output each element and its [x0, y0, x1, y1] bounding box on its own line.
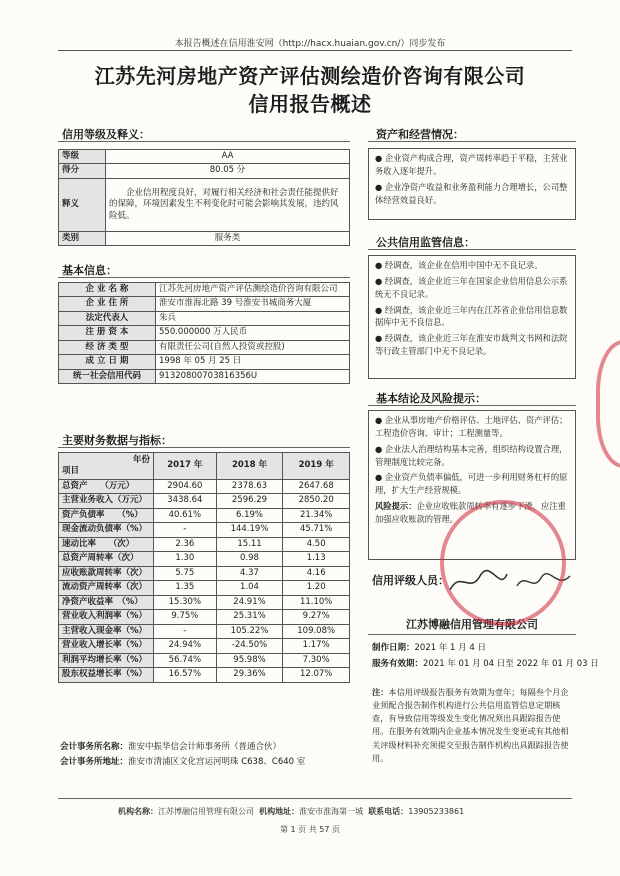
supervision-item: ● 经调查，该企业近三年内在江苏省企业信用信息数据库中无不良信息。 [375, 304, 568, 328]
table-row [59, 523, 350, 537]
year-header: 2019 年 [283, 453, 350, 480]
corner-item-label: 项目 [62, 466, 80, 476]
row-value: 2.36 [154, 537, 217, 551]
row-value: 4.50 [283, 537, 350, 551]
divider [58, 447, 350, 448]
row-value: 7.30% [283, 653, 350, 667]
table-row [59, 231, 350, 245]
founded-label: 成 立 日 期 [59, 355, 156, 369]
supervision-item: ● 经调查，该企业近三年在淮安市裁判文书网和法院等行政主管部门中无不良记录。 [375, 333, 568, 357]
basic-info-section-title: 基本信息： [62, 264, 117, 277]
audit-firm-line [60, 740, 281, 752]
edge-seal-icon [596, 340, 620, 468]
row-label: 利润平均增长率（%） [59, 653, 154, 667]
valid-range-label: 服务有效期： [372, 659, 424, 669]
row-value: 11.10% [283, 595, 350, 609]
row-label: 速动比率 （次） [59, 537, 154, 551]
score-label: 得分 [59, 164, 106, 178]
row-value: 144.19% [216, 523, 283, 537]
row-value: 15.30% [154, 595, 217, 609]
audit-firm-label: 会计事务所名称： [60, 742, 129, 752]
footer-addr-label: 机构地址： [259, 807, 300, 816]
row-value: - [154, 624, 217, 638]
rating-label: 等级 [59, 150, 106, 164]
row-label: 净资产收益率 （%） [59, 595, 154, 609]
table-row [59, 537, 350, 551]
divider [368, 405, 576, 406]
assets-box [368, 148, 576, 220]
table-row [59, 311, 350, 325]
table-row [59, 326, 350, 340]
supervision-section-title: 公共信用监管信息： [376, 236, 475, 249]
official-seal-icon [440, 500, 566, 626]
table-row [59, 355, 350, 369]
notice-label: 注： [372, 687, 389, 697]
audit-addr-label: 会计事务所地址： [60, 757, 129, 767]
report-title-line1: 江苏先河房地产资产评估测绘造价咨询有限公司 [94, 64, 526, 88]
row-label: 资产负债率 （%） [59, 508, 154, 522]
table-row [59, 283, 350, 297]
row-value: 2647.68 [283, 480, 350, 494]
year-header: 2018 年 [216, 453, 283, 480]
conclusion-item: ● 企业资产负债率偏低，可进一步利用财务杠杆的原理，扩大生产经营规模。 [375, 472, 568, 496]
corner-year-label: 年份 [132, 454, 150, 465]
row-value: 45.71% [283, 523, 350, 537]
rating-staff-label: 信用评级人员： [372, 574, 449, 587]
basic-info-table [58, 282, 350, 384]
table-row [59, 297, 350, 311]
econ-type-label: 经 济 类 型 [59, 340, 156, 354]
row-value: 5.75 [154, 566, 217, 580]
row-value: 1.30 [154, 552, 217, 566]
row-value: 2378.63 [216, 480, 283, 494]
row-value: 9.75% [154, 610, 217, 624]
rating-value: AA [106, 150, 350, 164]
assets-section-title: 资产和经营情况： [376, 128, 464, 141]
row-value: 1.17% [283, 639, 350, 653]
publish-note: 本报告概述在信用淮安网（http://hacx.huaian.gov.cn/）同步发布 [174, 39, 446, 49]
row-value: 0.98 [216, 552, 283, 566]
divider [58, 277, 350, 278]
row-value: 56.74% [154, 653, 217, 667]
row-label: 主营业务收入（万元） [59, 494, 154, 508]
row-value: 21.34% [283, 508, 350, 522]
footer-phone-label: 联系电话： [368, 807, 409, 816]
divider [368, 141, 576, 142]
conclusion-item: ● 企业法人治理结构基本完善，组织结构设置合理，管理制度比较完备。 [375, 443, 568, 467]
table-row [59, 369, 350, 383]
row-value: 40.61% [154, 508, 217, 522]
risk-label: 风险提示： [375, 501, 417, 512]
row-value: 9.27% [283, 610, 350, 624]
rating-org-name: 江苏博融信用管理有限公司 [406, 618, 538, 631]
conclusion-section-title: 基本结论及风险提示： [376, 392, 486, 405]
header-divider [58, 50, 572, 51]
conclusion-item: ● 企业从事房地产价格评估、土地评估、资产评估；工程造价咨询、审计；工程测量等。 [375, 415, 568, 438]
supervision-item: ● 经调查，该企业近三年在国家企业信用信息公示系统无不良记录。 [375, 275, 568, 299]
assets-item: ● 企业资产构成合理，资产周转率趋于平稳，主营业务收入逐年提升。 [375, 153, 568, 176]
row-value: 25.31% [216, 610, 283, 624]
row-label: 主营收入现金率（%） [59, 624, 154, 638]
table-row [59, 668, 350, 682]
legal-rep-label: 法定代表人 [59, 311, 156, 325]
row-value: 24.91% [216, 595, 283, 609]
row-value: 29.36% [216, 668, 283, 682]
table-row [59, 164, 350, 178]
page-number: 第 1 页 共 57 页 [280, 825, 340, 834]
footer-phone: 13905233861 [408, 807, 465, 816]
address-label: 企 业 住 所 [59, 297, 156, 311]
table-header-row [59, 453, 350, 480]
row-value: 1.13 [283, 552, 350, 566]
supervision-box [368, 255, 576, 379]
table-row [59, 624, 350, 638]
row-value: 2596.29 [216, 494, 283, 508]
meaning-label: 释义 [59, 178, 106, 231]
row-value: 3438.64 [154, 494, 217, 508]
category-value: 服务类 [106, 231, 350, 245]
row-value: 109.08% [283, 624, 350, 638]
table-row [59, 150, 350, 164]
row-value: 24.94% [154, 639, 217, 653]
credit-rating-section-title: 信用等级及释义： [62, 128, 150, 141]
row-value: 95.98% [216, 653, 283, 667]
table-row [59, 494, 350, 508]
row-label: 现金流动负债率（%） [59, 523, 154, 537]
row-value: 1.04 [216, 581, 283, 595]
supervision-item: ● 经调查，该企业在信用中国中无不良记录。 [375, 260, 543, 270]
row-label: 营业收入增长率（%） [59, 639, 154, 653]
score-value: 80.05 分 [106, 164, 350, 178]
assets-item: ● 企业净资产收益和业务盈利能力合理增长，公司整体经营效益良好。 [375, 181, 568, 205]
row-label: 营业收入利润率（%） [59, 610, 154, 624]
financial-section-title: 主要财务数据与指标： [62, 434, 172, 447]
row-label: 股东权益增长率（%） [59, 668, 154, 682]
company-name-label: 企 业 名 称 [59, 283, 156, 297]
financial-table [58, 452, 350, 683]
table-row [59, 480, 350, 494]
credit-rating-table [58, 149, 350, 246]
row-value: 4.37 [216, 566, 283, 580]
category-label: 类别 [59, 231, 106, 245]
report-title-line2: 信用报告概述 [248, 92, 372, 116]
row-value: 2904.60 [154, 480, 217, 494]
table-row [59, 653, 350, 667]
table-row [59, 178, 350, 231]
row-value: -24.50% [216, 639, 283, 653]
footer-addr: 淮安市淮海第一城 [299, 807, 364, 816]
made-date-line [372, 641, 486, 653]
meaning-value: 企业信用程度良好，对履行相关经济和社会责任能提供好的保障，环境因素发生不利变化时可能会影响其发展，违约风险低。 [106, 178, 350, 231]
divider [58, 141, 350, 142]
row-label: 总资产 （万元） [59, 480, 154, 494]
row-value: - [154, 523, 217, 537]
address-value: 淮安市淮海北路 39 号淮安书城商务大厦 [156, 297, 350, 311]
table-row [59, 552, 350, 566]
made-date-label: 制作日期： [372, 643, 415, 653]
audit-firm-name: 淮安中振华信会计师事务所（普通合伙） [128, 742, 282, 752]
legal-rep-value: 朱兵 [156, 311, 350, 325]
made-date-value: 2021 年 1 月 4 日 [414, 643, 486, 653]
table-row [59, 639, 350, 653]
table-row [59, 340, 350, 354]
table-row [59, 595, 350, 609]
audit-addr-value: 淮安市清浦区文化宫运河明珠 C638、C640 室 [128, 757, 306, 767]
row-value: 1.35 [154, 581, 217, 595]
corner-cell [59, 453, 154, 480]
row-label: 总资产周转率（次） [59, 552, 154, 566]
row-label: 应收账款周转率（次） [59, 566, 154, 580]
valid-range-value: 2021 年 01 月 04 日至 2022 年 01 月 03 日 [423, 659, 599, 669]
row-value: 6.19% [216, 508, 283, 522]
notice-text [372, 686, 574, 765]
table-row [59, 566, 350, 580]
credit-code-label: 统一社会信用代码 [59, 369, 156, 383]
credit-code-value: 91320800703816356U [156, 369, 350, 383]
row-label: 流动资产周转率（次） [59, 581, 154, 595]
footer-org: 江苏博融信用管理有限公司 [158, 807, 254, 816]
capital-label: 注 册 资 本 [59, 326, 156, 340]
table-row [59, 581, 350, 595]
company-name-value: 江苏先河房地产资产评估测绘造价咨询有限公司 [156, 283, 350, 297]
divider [368, 249, 576, 250]
row-value: 105.22% [216, 624, 283, 638]
capital-value: 550.000000 万人民币 [156, 326, 350, 340]
divider [368, 634, 576, 635]
founded-value: 1998 年 05 月 25 日 [156, 355, 350, 369]
valid-range-line [372, 657, 599, 669]
row-value: 2850.20 [283, 494, 350, 508]
audit-addr-line [60, 755, 305, 767]
footer-divider [58, 798, 572, 799]
table-row [59, 508, 350, 522]
row-value: 4.16 [283, 566, 350, 580]
row-value: 1.20 [283, 581, 350, 595]
table-row [59, 610, 350, 624]
year-header: 2017 年 [154, 453, 217, 480]
row-value: 12.07% [283, 668, 350, 682]
row-value: 16.57% [154, 668, 217, 682]
footer-org-label: 机构名称： [118, 807, 158, 816]
footer-info [118, 806, 464, 817]
econ-type-value: 有限责任公司(自然人投资或控股) [156, 340, 350, 354]
risk-text: 企业应收账款周转率有逐步下滑，应注重加强应收账款的管理。 [375, 501, 566, 525]
notice-body: 本信用评级报告服务有效期为壹年；每隔叁个月企业须配合报告制作机构进行公共信用监管信息定期核查，有导致信用等级发生变化情况须出具跟踪报告使用。在服务有效期内企业基本情况发生变更或有其他相关评级材料补充须提交至报告制作机构出具跟踪报告使用。 [372, 687, 569, 763]
row-value: 15.11 [216, 537, 283, 551]
